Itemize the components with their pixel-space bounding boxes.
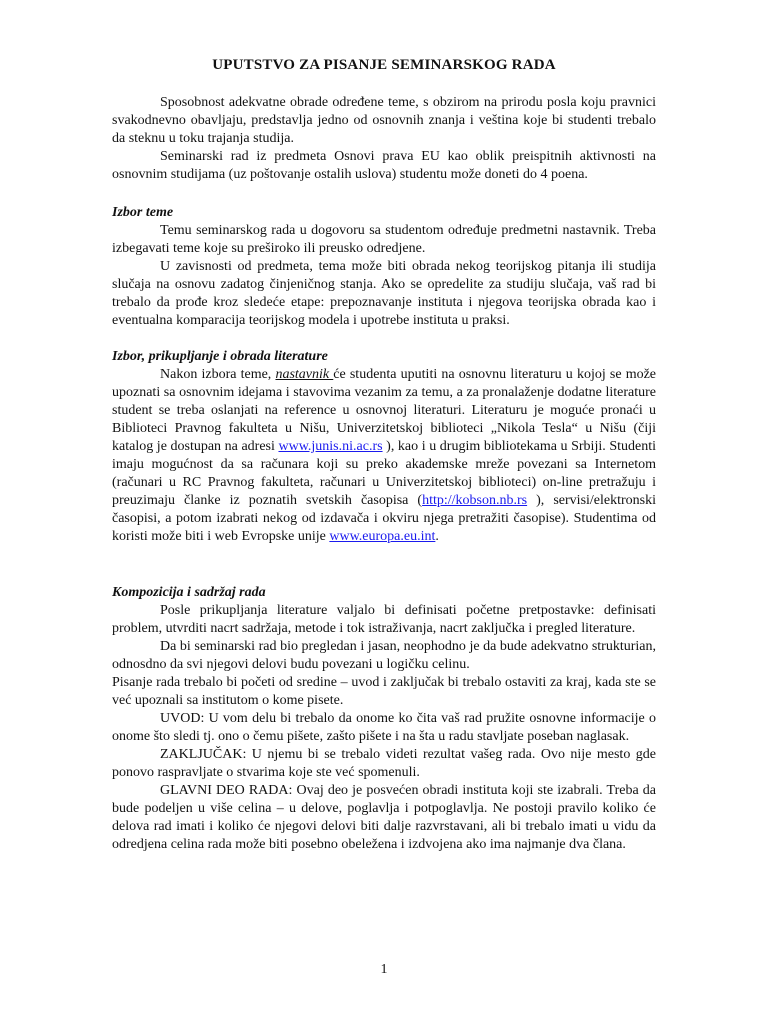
nastavnik-emphasis: nastavnik bbox=[275, 367, 334, 382]
kompozicija-section bbox=[112, 602, 656, 854]
izbor-teme-paragraph-2: U zavisnosti od predmeta, tema može biti obrada nekog teorijskog pitanja ili studija slučaja na osnovu zadatog činjeničnog stanja. Ako se opredelite za studiju slučaja, vaš rad bi trebalo da prođe kroz sledeće etape: prepoznavanje instituta i njegova teorijska obrada kao i eventualna komparacija teorijskog modela i upotrebe instituta u praksi. bbox=[112, 259, 656, 328]
europa-link[interactable]: www.europa.eu.int bbox=[329, 529, 436, 544]
document-page bbox=[112, 56, 656, 854]
uvod-paragraph: UVOD: U vom delu bi trebalo da onome ko čita vaš rad pružite osnovne informacije o onome što sledi tj. ono o čemu pišete, zašto pišete i na šta u radu stavljate poseban naglasak. bbox=[112, 711, 656, 744]
izbor-teme-paragraph-1: Temu seminarskog rada u dogovoru sa studentom određuje predmetni nastavnik. Treba izbegavati teme koje su preširoko ili preusko odredjene. bbox=[112, 223, 656, 256]
page-number: 1 bbox=[380, 962, 388, 977]
heading-literatura: Izbor, prikupljanje i obrada literature bbox=[112, 349, 328, 364]
intro-section bbox=[112, 94, 656, 184]
izbor-teme-section bbox=[112, 222, 656, 330]
heading-izbor-teme: Izbor teme bbox=[112, 205, 174, 220]
literatura-text-4: ), servisi/elektronski časopisi, a potom izabrati nekog od izdavača i okviru njega pretražiti časopise). Studentima od koristi može biti i web Evropske unije bbox=[112, 493, 656, 544]
kompozicija-paragraph-1: Posle prikupljanja literature valjalo bi definisati početne pretpostavke: definisati problem, utvrditi nacrt sadržaja, metode i tok istraživanja, nacrt zaključka i pregled literature. bbox=[112, 603, 656, 636]
junis-link[interactable]: www.junis.ni.ac.rs bbox=[278, 439, 383, 454]
literatura-text-1: Nakon izbora teme, bbox=[160, 367, 276, 382]
literatura-paragraph bbox=[112, 366, 656, 546]
literatura-text-3: ), kao i u drugim bibliotekama u Srbiji. Studenti imaju mogućnost da sa računara koji su preko akademske mreže povezani sa Internetom (računari u RC Pravnog fakulteta, računari u Univerzitetskoj biblioteci) on-line pretražuju i preuzimaju članke iz poznatih svetskih časopisa ( bbox=[112, 439, 656, 508]
literatura-text-5: . bbox=[435, 529, 439, 544]
heading-kompozicija: Kompozicija i sadržaj rada bbox=[112, 585, 266, 600]
kompozicija-paragraph-3: Pisanje rada trebalo bi početi od sredine – uvod i zaključak bi trebalo ostaviti za kraj, kada ste se već upoznali sa institutom o kome pisete. bbox=[112, 675, 656, 708]
intro-paragraph-1: Sposobnost adekvatne obrade određene teme, s obzirom na prirodu posla koju pravnici svakodnevno obavljaju, predstavlja jedno od osnovnih znanja i veština koje bi studenti trebalo da steknu u toku trajanja studija. bbox=[112, 95, 656, 146]
document-title: UPUTSTVO ZA PISANJE SEMINARSKOG RADA bbox=[212, 57, 556, 73]
intro-paragraph-2: Seminarski rad iz predmeta Osnovi prava EU kao oblik preispitnih aktivnosti na osnovnim studijama (uz poštovanje ostalih uslova) studentu može doneti do 4 poena. bbox=[112, 149, 656, 182]
zakljucak-paragraph: ZAKLJUČAK: U njemu bi se trebalo videti rezultat vašeg rada. Ovo nije mesto gde ponovo raspravljate o stvarima koje ste već spomenuli. bbox=[112, 747, 656, 780]
literatura-text-2: će studenta uputiti na osnovnu literaturu u kojoj se može upoznati sa osnovnim idejama i stavovima vezanim za temu, a za pronalaženje dodatne literature student se treba oslanjati na reference u osnovnoj literaturi. Literaturu je moguće pronaći u Biblioteci Pravnog fakulteta u Nišu, Univerzitetskoj biblioteci „Nikola Tesla“ u Nišu (čiji katalog je dostupan na adresi bbox=[112, 367, 657, 454]
kompozicija-paragraph-2: Da bi seminarski rad bio pregledan i jasan, neophodno je da bude adekvatno strukturian, odnosdno da svi njegovi delovi budu povezani u logičku celinu. bbox=[112, 639, 656, 672]
kobson-link[interactable]: http://kobson.nb.rs bbox=[422, 493, 528, 508]
glavni-deo-paragraph: GLAVNI DEO RADA: Ovaj deo je posvećen obradi instituta koji ste izabrali. Treba da bude podeljen u više celina – u delove, poglavlja i potpoglavlja. Ne postoji pravilo koliko će delova rad imati i koliko će njegovi delovi biti dalje razvrstavani, ali bi trebalo imati u vidu da odredjena celina rada može biti posebno obeležena i izdvojena ako ima najmanje dva člana. bbox=[112, 783, 656, 852]
